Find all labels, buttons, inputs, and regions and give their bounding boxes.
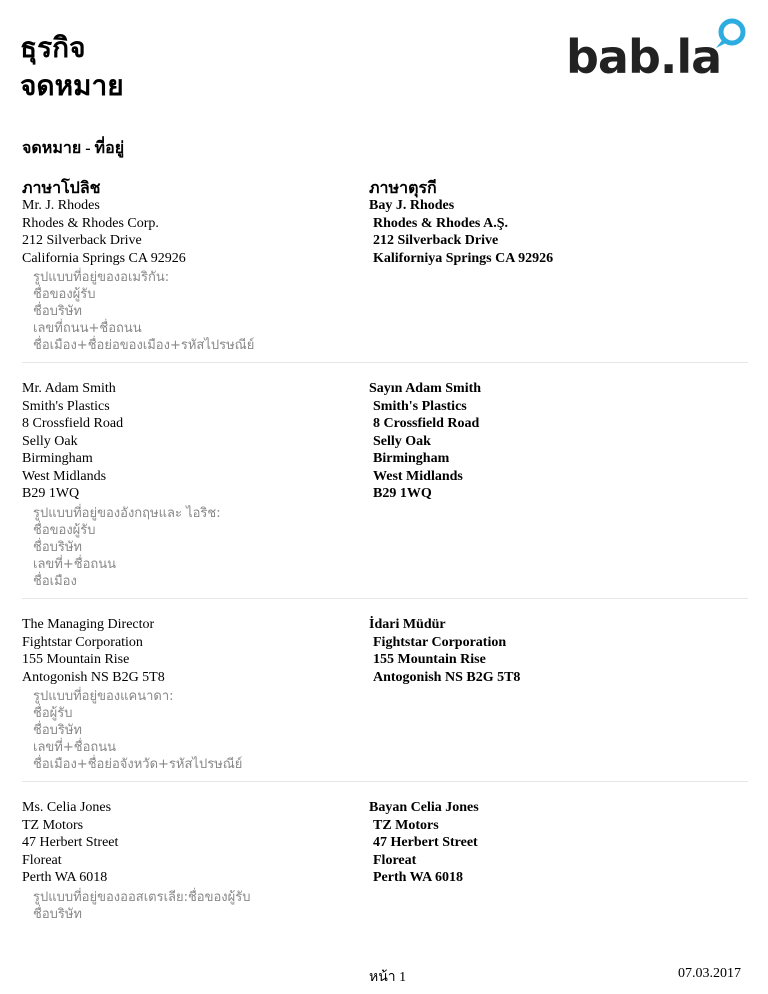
address-line: West Midlands <box>22 468 107 484</box>
address-line: Smith's Plastics <box>22 398 110 414</box>
address-line: TZ Motors <box>22 817 84 833</box>
address-line: Birmingham <box>373 451 450 466</box>
address-line: Selly Oak <box>373 433 431 449</box>
address-line: B29 1WQ <box>22 486 80 501</box>
address-line: Kaliforniya Springs CA 92926 <box>373 250 554 266</box>
translated-address <box>369 380 749 503</box>
note-line: ชื่อของผู้รับ <box>33 522 96 538</box>
address-line: West Midlands <box>373 468 463 484</box>
address-line: California Springs CA 92926 <box>22 250 186 266</box>
address-line: Selly Oak <box>22 433 78 449</box>
address-line: Sayın Adam Smith <box>369 381 482 396</box>
title-line-2: จดหมาย <box>20 71 124 102</box>
logo-text: bab.la <box>566 30 722 80</box>
address-line: Floreat <box>373 852 417 868</box>
address-line: Antogonish NS B2G 5T8 <box>373 669 521 685</box>
entry-divider <box>22 362 748 363</box>
note-line: เลขที่+ชื่อถนน <box>33 740 117 755</box>
document-title <box>20 30 420 106</box>
translated-address <box>369 616 749 686</box>
format-note <box>22 688 352 773</box>
translated-address <box>369 197 749 267</box>
address-line: 8 Crossfield Road <box>22 416 124 431</box>
address-line: Mr. J. Rhodes <box>22 198 100 213</box>
source-address <box>22 380 352 590</box>
address-line: Mr. Adam Smith <box>22 381 116 396</box>
address-line: 155 Mountain Rise <box>22 652 130 667</box>
column-heading-left: ภาษาโปลิช <box>22 180 101 197</box>
address-line: 155 Mountain Rise <box>373 652 486 667</box>
address-line: TZ Motors <box>373 817 439 833</box>
note-line: รูปแบบที่อยู่ของออสเตรเลีย:ชื่อของผู้รับ <box>33 889 251 905</box>
note-line: ชื่อบริษัท <box>33 906 83 922</box>
address-line: Antogonish NS B2G 5T8 <box>22 669 165 685</box>
note-line: ชื่อเมือง+ชื่อย่อจังหวัด+รหัสไปรษณีย์ <box>33 757 243 772</box>
source-address <box>22 799 352 923</box>
note-line: ชื่อบริษัท <box>33 539 83 555</box>
address-line: B29 1WQ <box>373 486 432 501</box>
address-line: Rhodes & Rhodes A.Ş. <box>373 215 508 231</box>
source-address <box>22 616 352 773</box>
address-line: 8 Crossfield Road <box>373 416 480 431</box>
document-date: 07.03.2017 <box>678 966 741 981</box>
address-line: Ms. Celia Jones <box>22 800 112 815</box>
address-line: Birmingham <box>22 451 93 466</box>
entry-divider <box>22 598 748 599</box>
note-line: เลขที่ถนน+ชื่อถนน <box>33 321 142 336</box>
address-line: 212 Silverback Drive <box>373 233 499 248</box>
babla-logo <box>566 18 751 80</box>
address-line: Rhodes & Rhodes Corp. <box>22 215 159 231</box>
note-line: ชื่อผู้รับ <box>33 706 73 721</box>
address-line: Perth WA 6018 <box>22 870 108 885</box>
address-line: 47 Herbert Street <box>22 835 119 850</box>
format-note <box>22 269 352 354</box>
address-line: Bayan Celia Jones <box>369 800 479 815</box>
note-line: ชื่อบริษัท <box>33 723 83 738</box>
format-note <box>22 505 352 590</box>
note-line: รูปแบบที่อยู่ของแคนาดา: <box>33 689 174 704</box>
translated-address <box>369 799 749 887</box>
address-line: Perth WA 6018 <box>373 870 463 885</box>
note-line: รูปแบบที่อยู่ของอังกฤษและ ไอริช: <box>33 505 221 521</box>
address-line: Floreat <box>22 852 62 868</box>
note-line: ชื่อของผู้รับ <box>33 287 96 302</box>
note-line: รูปแบบที่อยู่ของอเมริกัน: <box>33 270 170 285</box>
address-line: Smith's Plastics <box>373 398 467 414</box>
note-line: ชื่อบริษัท <box>33 304 83 319</box>
address-line: 212 Silverback Drive <box>22 233 142 248</box>
address-line: Fightstar Corporation <box>22 634 143 650</box>
note-line: ชื่อเมือง+ชื่อย่อของเมือง+รหัสไปรษณีย์ <box>33 338 255 353</box>
page-number: หน้า 1 <box>369 970 407 985</box>
address-line: 47 Herbert Street <box>373 835 478 850</box>
address-line: The Managing Director <box>22 617 155 632</box>
section-heading: จดหมาย - ที่อยู่ <box>22 140 125 157</box>
column-heading-right: ภาษาตุรกี <box>369 180 437 197</box>
address-line: Fightstar Corporation <box>373 634 507 650</box>
speech-bubble-icon <box>716 21 743 48</box>
entry-divider <box>22 781 748 782</box>
source-address <box>22 197 352 354</box>
address-line: İdari Müdür <box>369 617 446 632</box>
address-line: Bay J. Rhodes <box>369 198 455 213</box>
note-line: ชื่อเมือง <box>33 573 77 589</box>
format-note <box>22 889 352 923</box>
note-line: เลขที่+ชื่อถนน <box>33 556 117 572</box>
title-line-1: ธุรกิจ <box>20 33 86 64</box>
